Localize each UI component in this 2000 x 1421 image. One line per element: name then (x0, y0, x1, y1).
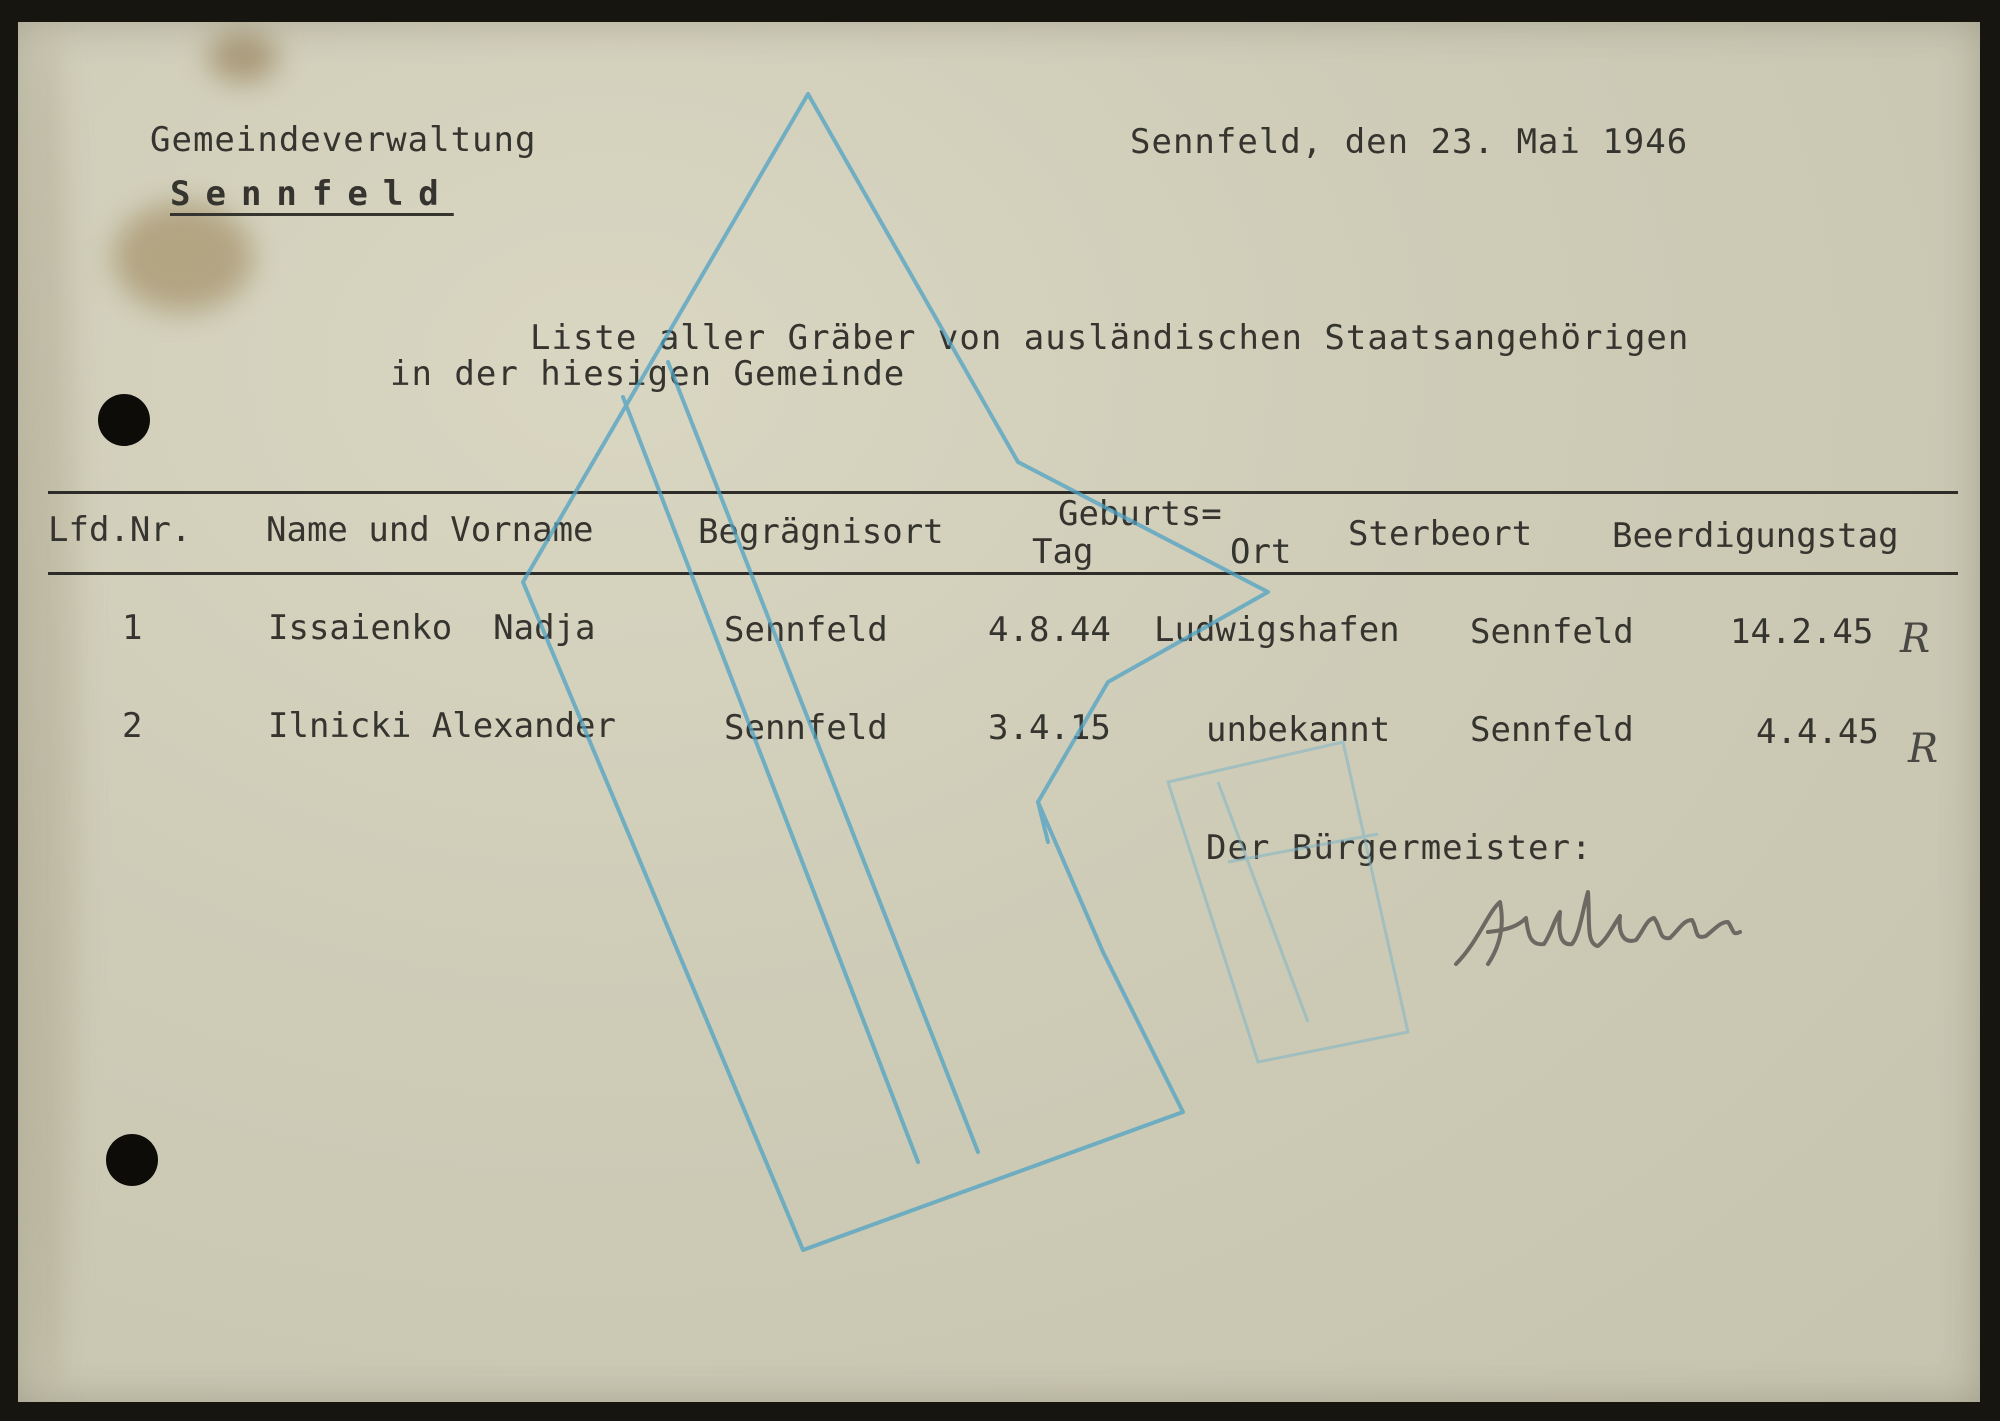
row1-death-place: Sennfeld (1470, 612, 1634, 652)
header-death-place: Sterbeort (1348, 514, 1533, 554)
row1-check-mark: R (1900, 616, 1931, 662)
header-lfd-nr: Lfd.Nr. (48, 510, 192, 550)
letterhead-authority: Gemeindeverwaltung (150, 120, 537, 160)
row1-name: Issaienko Nadja (268, 608, 596, 648)
closing-mayor: Der Bürgermeister: (1206, 828, 1593, 868)
row2-name: Ilnicki Alexander (268, 706, 616, 746)
header-burial-place: Begrägnisort (698, 512, 944, 552)
row1-nr: 1 (122, 608, 143, 648)
row2-birth-place: unbekannt (1206, 710, 1391, 750)
row2-check-mark: R (1908, 726, 1939, 772)
paper-sheet (18, 22, 1980, 1402)
header-name: Name und Vorname (266, 510, 594, 550)
blue-pencil-marking (18, 22, 1980, 1402)
row1-birth-day: 4.8.44 (988, 610, 1111, 650)
row2-burial-day: 4.4.45 (1756, 712, 1879, 752)
header-birth: Geburts= (1058, 494, 1222, 534)
header-burial-day: Beerdigungstag (1612, 516, 1899, 556)
row1-burial-place: Sennfeld (724, 610, 888, 650)
letterhead-place: Sennfeld (170, 174, 454, 214)
row1-birth-place: Ludwigshafen (1154, 610, 1400, 650)
header-birth-day: Tag (1032, 532, 1094, 572)
document-title-line2: in der hiesigen Gemeinde (390, 354, 906, 394)
row2-burial-place: Sennfeld (724, 708, 888, 748)
row1-burial-day: 14.2.45 (1730, 612, 1874, 652)
row2-death-place: Sennfeld (1470, 710, 1634, 750)
header-birth-place: Ort (1230, 532, 1292, 572)
place-date: Sennfeld, den 23. Mai 1946 (1130, 122, 1689, 162)
row2-birth-day: 3.4.15 (988, 708, 1111, 748)
document-title: Liste aller Gräber von ausländischen Staatsangehörigen (530, 318, 1690, 358)
row2-nr: 2 (122, 706, 143, 746)
